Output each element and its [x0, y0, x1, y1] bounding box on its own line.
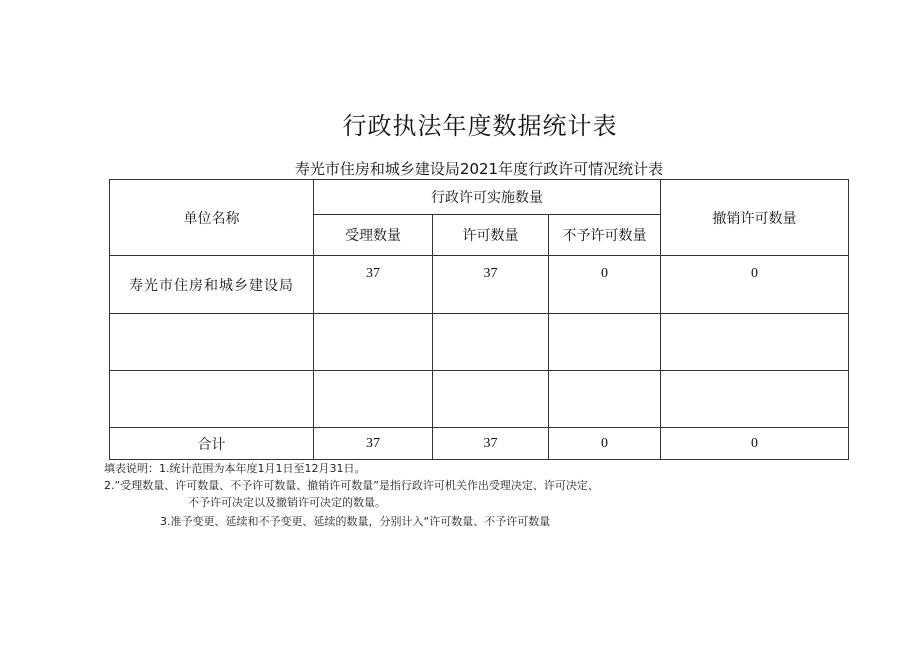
header-permitted: 许可数量 [433, 215, 549, 256]
header-implementation-group: 行政许可实施数量 [314, 180, 661, 215]
cell-revoked: 0 [661, 256, 849, 314]
header-row-1 [110, 180, 849, 215]
cell-not-permitted [549, 314, 661, 371]
total-label: 合计 [110, 428, 314, 460]
total-row [110, 428, 849, 460]
cell-accepted [314, 371, 433, 428]
total-accepted: 37 [314, 428, 433, 460]
table-subtitle: 寿光市住房和城乡建设局2021年度行政许可情况统计表 [294, 160, 664, 178]
document-title: 行政执法年度数据统计表 [342, 112, 618, 140]
cell-revoked [661, 371, 849, 428]
note-line-3: 不予许可决定以及撤销许可决定的数量。 [188, 496, 386, 509]
cell-unit [110, 314, 314, 371]
statistics-table [109, 179, 849, 460]
cell-permitted [433, 314, 549, 371]
table-row [110, 256, 849, 314]
cell-accepted: 37 [314, 256, 433, 314]
cell-unit [110, 371, 314, 428]
cell-accepted [314, 314, 433, 371]
note-line-4: 3.准予变更、延续和不予变更、延续的数量，分别计入“许可数量、不予许可数量 [160, 515, 551, 528]
header-unit-name: 单位名称 [110, 180, 314, 256]
cell-revoked [661, 314, 849, 371]
total-permitted: 37 [433, 428, 549, 460]
header-revoked: 撤销许可数量 [661, 180, 849, 256]
cell-permitted: 37 [433, 256, 549, 314]
cell-not-permitted: 0 [549, 256, 661, 314]
header-accepted: 受理数量 [314, 215, 433, 256]
total-revoked: 0 [661, 428, 849, 460]
table-row [110, 371, 849, 428]
cell-permitted [433, 371, 549, 428]
cell-not-permitted [549, 371, 661, 428]
total-not-permitted: 0 [549, 428, 661, 460]
table-row [110, 314, 849, 371]
note-line-2: 2.”受理数量、许可数量、不予许可数量、撤销许可数量”是指行政许可机关作出受理决定、许可决定、 [104, 479, 599, 492]
header-not-permitted: 不予许可数量 [549, 215, 661, 256]
cell-unit: 寿光市住房和城乡建设局 [110, 256, 314, 314]
note-line-1: 填表说明：1.统计范围为本年度1月1日至12月31日。 [104, 462, 366, 475]
